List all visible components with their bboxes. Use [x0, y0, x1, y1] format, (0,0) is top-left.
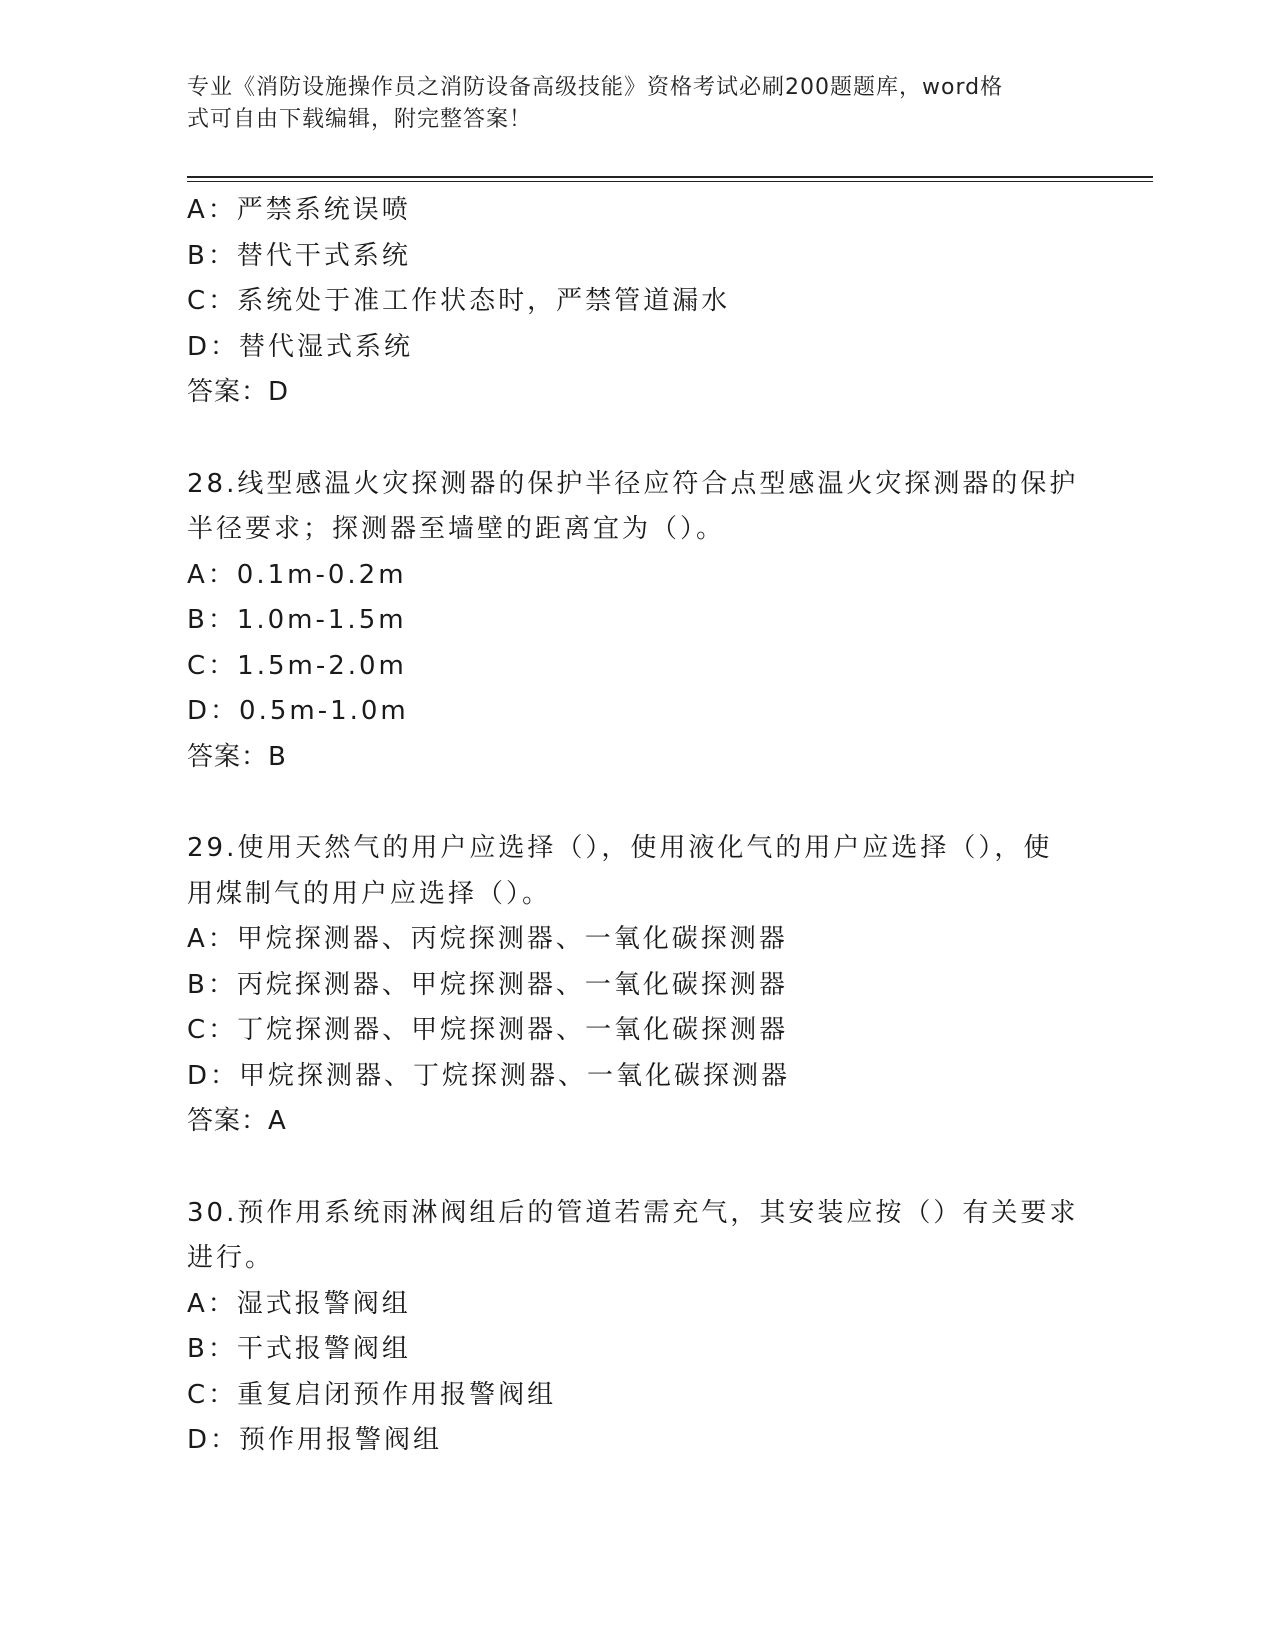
stem-line-2: 半径要求；探测器至墙壁的距离宜为（）。: [187, 514, 726, 544]
spacer: [187, 416, 1087, 462]
stem-line-2: 进行。: [187, 1243, 275, 1273]
spacer: [187, 780, 1087, 826]
question-28: [187, 462, 1087, 781]
question-list: [187, 188, 1087, 1464]
document-header: [187, 72, 1067, 136]
option-b: B：干式报警阀组: [187, 1334, 411, 1364]
option-d: D：替代湿式系统: [187, 331, 414, 362]
option-d: D：预作用报警阀组: [187, 1425, 443, 1455]
spacer: [187, 1145, 1087, 1191]
header-divider-thick: [187, 176, 1153, 178]
option-a: A：0.1m-0.2m: [187, 559, 407, 590]
option-a: A：严禁系统误喷: [187, 195, 411, 225]
question-stem: [187, 826, 1087, 917]
option-c: C：系统处于准工作状态时，严禁管道漏水: [187, 286, 731, 316]
question-30: [187, 1191, 1087, 1464]
question-27: [187, 188, 1087, 416]
answer: 答案：B: [187, 741, 287, 772]
option-c: C：1.5m-2.0m: [187, 650, 407, 681]
question-stem: [187, 1191, 1087, 1282]
header-line-1: 专业《消防设施操作员之消防设备高级技能》资格考试必刷200题题库，word格: [187, 75, 1004, 100]
answer: 答案：D: [187, 377, 290, 407]
stem-line-1: 29.使用天然气的用户应选择（），使用液化气的用户应选择（），使: [187, 833, 1053, 863]
option-d: D：0.5m-1.0m: [187, 696, 409, 726]
answer: 答案：A: [187, 1106, 287, 1136]
question-stem: [187, 462, 1087, 553]
header-line-2: 式可自由下载编辑，附完整答案！: [187, 107, 533, 132]
option-d: D：甲烷探测器、丁烷探测器、一氧化碳探测器: [187, 1060, 791, 1091]
option-b: B：替代干式系统: [187, 240, 411, 271]
question-29: [187, 826, 1087, 1145]
option-c: C：丁烷探测器、甲烷探测器、一氧化碳探测器: [187, 1015, 789, 1045]
stem-line-1: 30.预作用系统雨淋阀组后的管道若需充气，其安装应按（）有关要求: [187, 1197, 1079, 1228]
header-divider-thin: [187, 181, 1153, 182]
option-b: B：丙烷探测器、甲烷探测器、一氧化碳探测器: [187, 969, 788, 1000]
option-a: A：湿式报警阀组: [187, 1288, 411, 1319]
stem-line-2: 用煤制气的用户应选择（）。: [187, 878, 552, 909]
stem-line-1: 28.线型感温火灾探测器的保护半径应符合点型感温火灾探测器的保护: [187, 468, 1079, 499]
option-c: C：重复启闭预作用报警阀组: [187, 1379, 557, 1410]
option-a: A：甲烷探测器、丙烷探测器、一氧化碳探测器: [187, 924, 788, 954]
option-b: B：1.0m-1.5m: [187, 605, 407, 635]
